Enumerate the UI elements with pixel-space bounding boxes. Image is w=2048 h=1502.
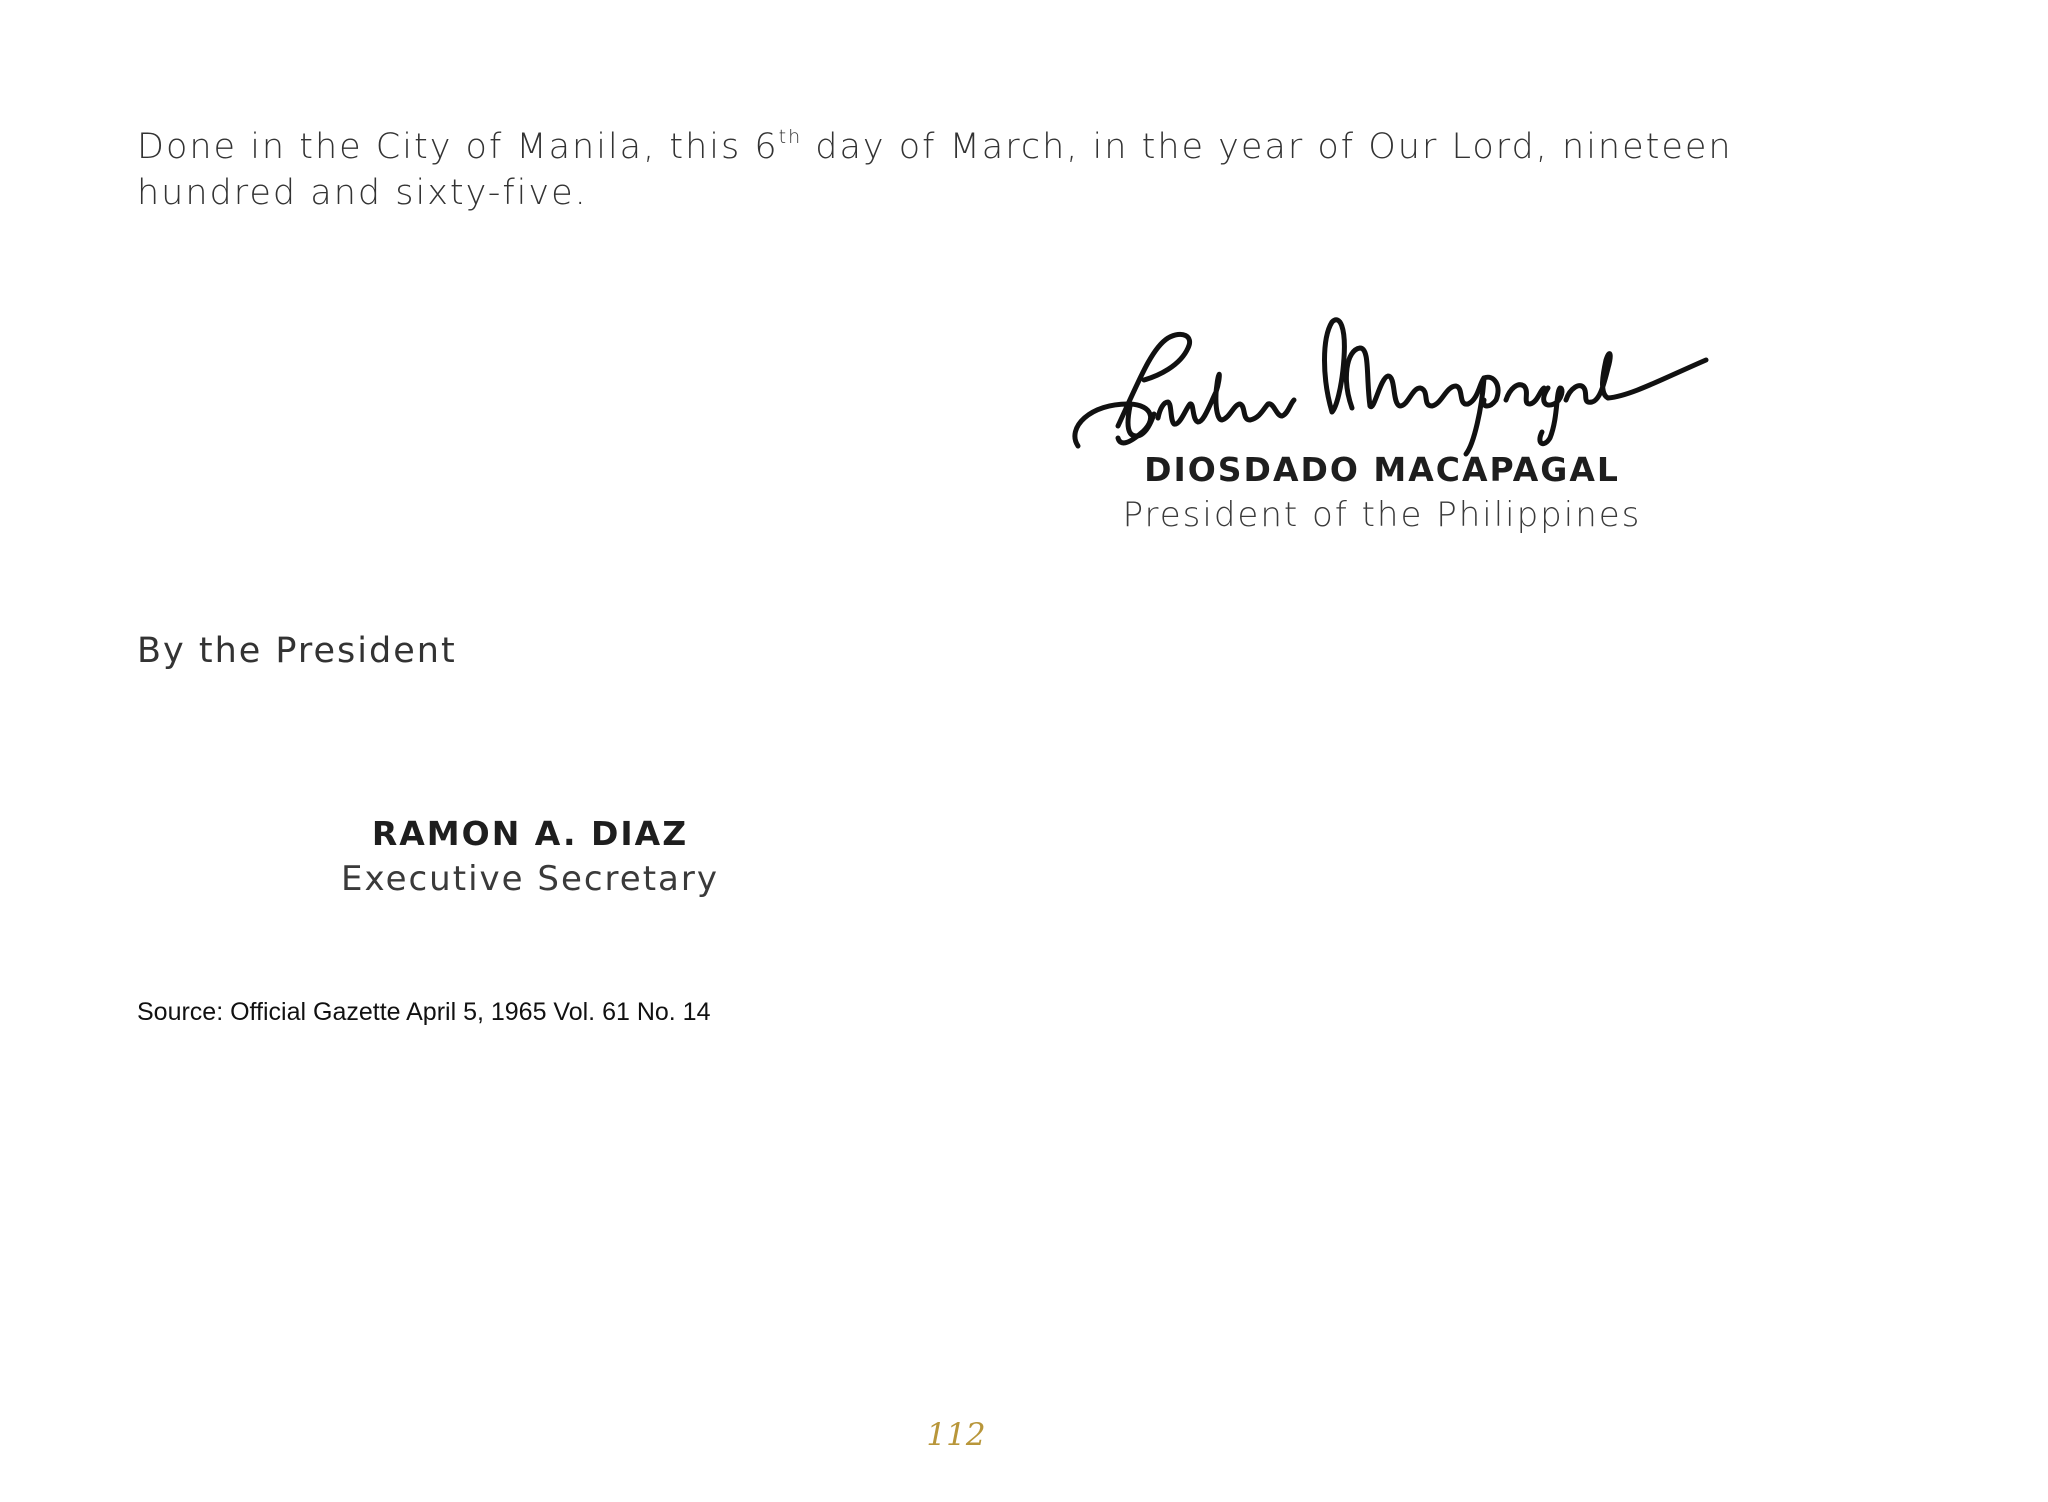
president-signature	[1070, 308, 1710, 468]
president-name: DIOSDADO MACAPAGAL	[1144, 450, 1620, 489]
closing-ordinal-suffix: th	[778, 126, 803, 148]
president-signature-block	[1082, 448, 1682, 538]
source-citation: Source: Official Gazette April 5, 1965 Vol. 61 No. 14	[137, 998, 711, 1026]
secretary-name: RAMON A. DIAZ	[371, 814, 689, 853]
president-title: President of the Philippines	[1122, 495, 1642, 535]
secretary-title: Executive Secretary	[341, 859, 719, 899]
page-number: 112	[926, 1417, 986, 1453]
closing-text-after: day of March, in the year of Our Lord, nineteen hundred and sixty-five.	[137, 127, 1733, 213]
closing-text-before: Done in the City of Manila, this 6	[137, 127, 779, 167]
secretary-signature-block	[280, 812, 780, 902]
closing-paragraph	[137, 124, 1737, 216]
by-the-president-label: By the President	[137, 631, 457, 671]
